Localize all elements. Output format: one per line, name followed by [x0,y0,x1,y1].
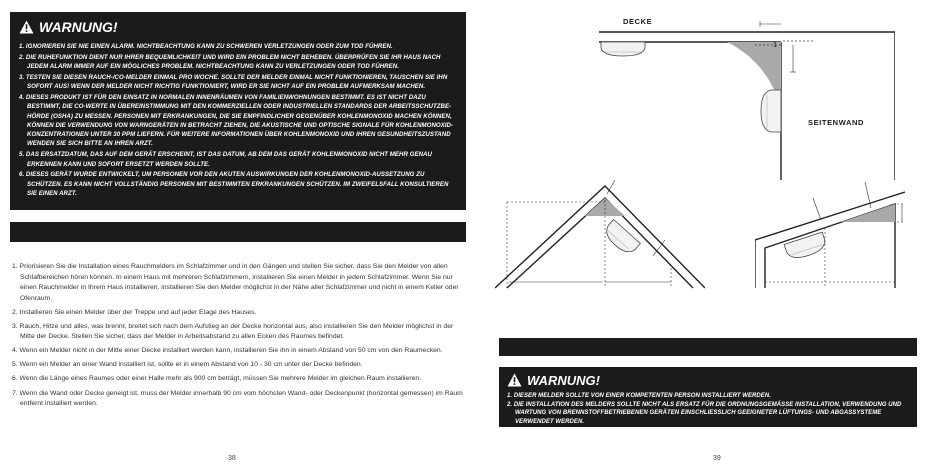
instruction-item: 3. Rauch, Hitze und alles, was brennt, breitet sich nach dem Aufstieg an der Decke horizontal aus, also installieren Sie den Melder möglichst in der Mitte der Decke. Stellen Sie sicher, dass der Melder in Arbeitsabstand zu allen Ecken des Raumes befindet. [12,322,454,341]
smoke-detector-icon [761,90,781,132]
warning-triangle-icon [19,20,34,34]
instruction-item: 7. Wenn die Wand oder Decke geneigt ist, muss der Melder innerhalb 90 cm vom höchsten Wand- oder Deckenpunkt (horizontal gemessen) im Raum entfernt installiert werden. [12,389,463,408]
warning-list [19,42,457,198]
warning-box [10,12,466,210]
sloped-ceiling-diagram [755,178,905,298]
warning-list [507,392,909,426]
smoke-detector-icon [784,232,828,261]
warning-item: 2. DIE INSTALLATION DES MELDERS SOLLTE NICHT ALS ERSATZ FÜR DIE ORDNUNGSGEMÄSSE INSTALLATION, VERWENDUNG UND WARTUNG VON BRENNSTOFFBETRIEBENEN GERÄTEN EINSCHLIESSLICH GEEIGNETER LÜFTUNGS- UND ABGASSYSTEME VERWENDET WERDEN. [507,401,902,425]
instruction-item: 1. Priorisieren Sie die Installation eines Rauchmelders im Schlafzimmer und in den Gängen und stellen Sie sicher, dass Sie den Melder von allen Schlafbereichen hören können. In einem Haus mit mehreren Schlafzimmern, installieren Sie einen Melder in jedem Schlafzimmer. Wenn Sie nur einen Rauchmelder in Ihrem Haus installieren, installieren Sie den Melder möglichst in der Nähe aller Schlafzimmer und nicht in einem Keller oder Ofenraum. [12,263,459,302]
pitched-roof-diagram [495,178,705,298]
ceiling-wall-diagram [595,12,895,180]
section-header-bar [499,338,917,356]
instruction-item: 4. Wenn ein Melder nicht in der Mitte einer Decke installiert werden kann, installieren Sie ihn in einem Abstand von 50 cm von den Raumecken. [12,347,443,355]
instruction-item: 2. Installieren Sie einen Melder über der Treppe und auf jeder Etage des Hauses. [12,308,257,316]
page-number: 38 [228,455,236,462]
ceiling-label: DECKE [623,17,653,26]
warning-item: 1. DIESER MELDER SOLLTE VON EINER KOMPETENTEN PERSON INSTALLIERT WERDEN. [507,393,771,399]
warning-triangle-icon [507,373,522,387]
instruction-item: 6. Wenn die Länge eines Raumes oder einer Halle mehr als 900 cm beträgt, müssen Sie mehrere Melder im gleichen Raum installieren. [12,375,422,383]
section-header-bar [10,222,466,242]
warning-item: 2. DIE RUHEFUNKTION DIENT NUR IHRER BEQUEMLICHKEIT UND WIRD EIN PROBLEM NICHT BEHEBEN. ÜBERPRÜFEN SIE IHR HAUS NACH JEDEM ALARM IMMER AUF EIN MÖGLICHES PROBLEM. NICHTBEACHTUNG KANN ZU VERLETZUNGEN ODER TOD FÜHREN. [19,53,441,71]
warning-heading [507,372,909,388]
warning-item: 6. DIESES GERÄT WURDE ENTWICKELT, UM PERSONEN VOR DEN AKUTEN AUSWIRKUNGEN DER KOHLENMONOXID-AUSSETZUNG ZU SCHÜTZEN. ES KANN NICHT VOLLSTÄNDIG PERSONEN MIT BESTIMMTEN ERKRANKUNGEN SCHÜTZEN. IM ZWEIFELSFALL KONSULTIEREN SIE EINEN ARZT. [19,171,449,197]
page-number: 39 [713,455,721,462]
smoke-detector-icon [602,219,641,256]
warning-item: 4. DIESES PRODUKT IST FÜR DEN EINSATZ IN NORMALEN INNENRÄUMEN VON FAMILIENWOHNUNGEN BESTIMMT. ES IST NICHT DAZU BESTIMMT, DIE CO-WERTE IN ÜBEREINSTIMMUNG MIT DEN KOMMERZIELLEN ODER INDUSTRIELLEN STANDARDS DER ARBEITSSCHUTZBE-HÖRDE (OSHA) ZU MESSEN. PERSONEN MIT ERKRANKUNGEN, DIE SIE EMPFINDLICHER GEGENÜBER KOHLENMONOXID MACHEN KÖNNEN, KÖNNEN DIE VERWENDUNG VON WARNGERÄTEN IN BETRACHT ZIEHEN, DIE AKUSTISCHE UND OPTISCHE SIGNALE FÜR KOHLENMONOXID-KONZENTRATIONEN UNTER 30 PPM LIEFERN. FÜR WEITERE INFORMATIONEN ÜBER KOHLENMONOXID UND IHREN GESUNDHEITSZUSTAND WENDEN SIE SICH BITTE AN IHREN ARZT. [19,93,454,148]
side-wall-label: SEITENWAND [808,118,865,127]
warning-item: 5. DAS ERSATZDATUM, DAS AUF DEM GERÄT ERSCHEINT, IST DAS DATUM, AB DEM DAS GERÄT KOHLENMONOXID NICHT MEHR GENAU ERKENNEN KANN UND SOFORT ERSETZT WERDEN SOLLTE. [19,151,432,168]
warning-title: WARNUNG! [39,19,118,35]
warning-title: WARNUNG! [527,372,600,388]
page-right [475,0,950,467]
smoke-detector-icon [601,42,645,56]
warning-item: 3. TESTEN SIE DIESEN RAUCH-/CO-MELDER EINMAL PRO WOCHE. SOLLTE DER MELDER EINMAL NICHT FUNKTIONIEREN, TAUSCHEN SIE IHN SOFORT AUS! WENN DER MELDER NICHT RICHTIG FUNKTIONIERT, WIRD ER SIE NICHT AUF EIN PROBLEM AUFMERKSAM MACHEN. [19,73,448,91]
warning-item: 1. IGNORIEREN SIE NIE EINEN ALARM. NICHTBEACHTUNG KANN ZU SCHWEREN VERLETZUNGEN ODER ZUM TOD FÜHREN. [19,43,393,50]
warning-heading [19,18,457,36]
instruction-item: 5. Wenn ein Melder an einer Wand installiert ist, sollte er in einem Abstand von 10 - 30 cm unter der Decke befinden. [12,361,363,369]
warning-box [499,367,917,427]
installation-instructions [12,262,464,413]
dimension-label: 1 [773,40,778,49]
